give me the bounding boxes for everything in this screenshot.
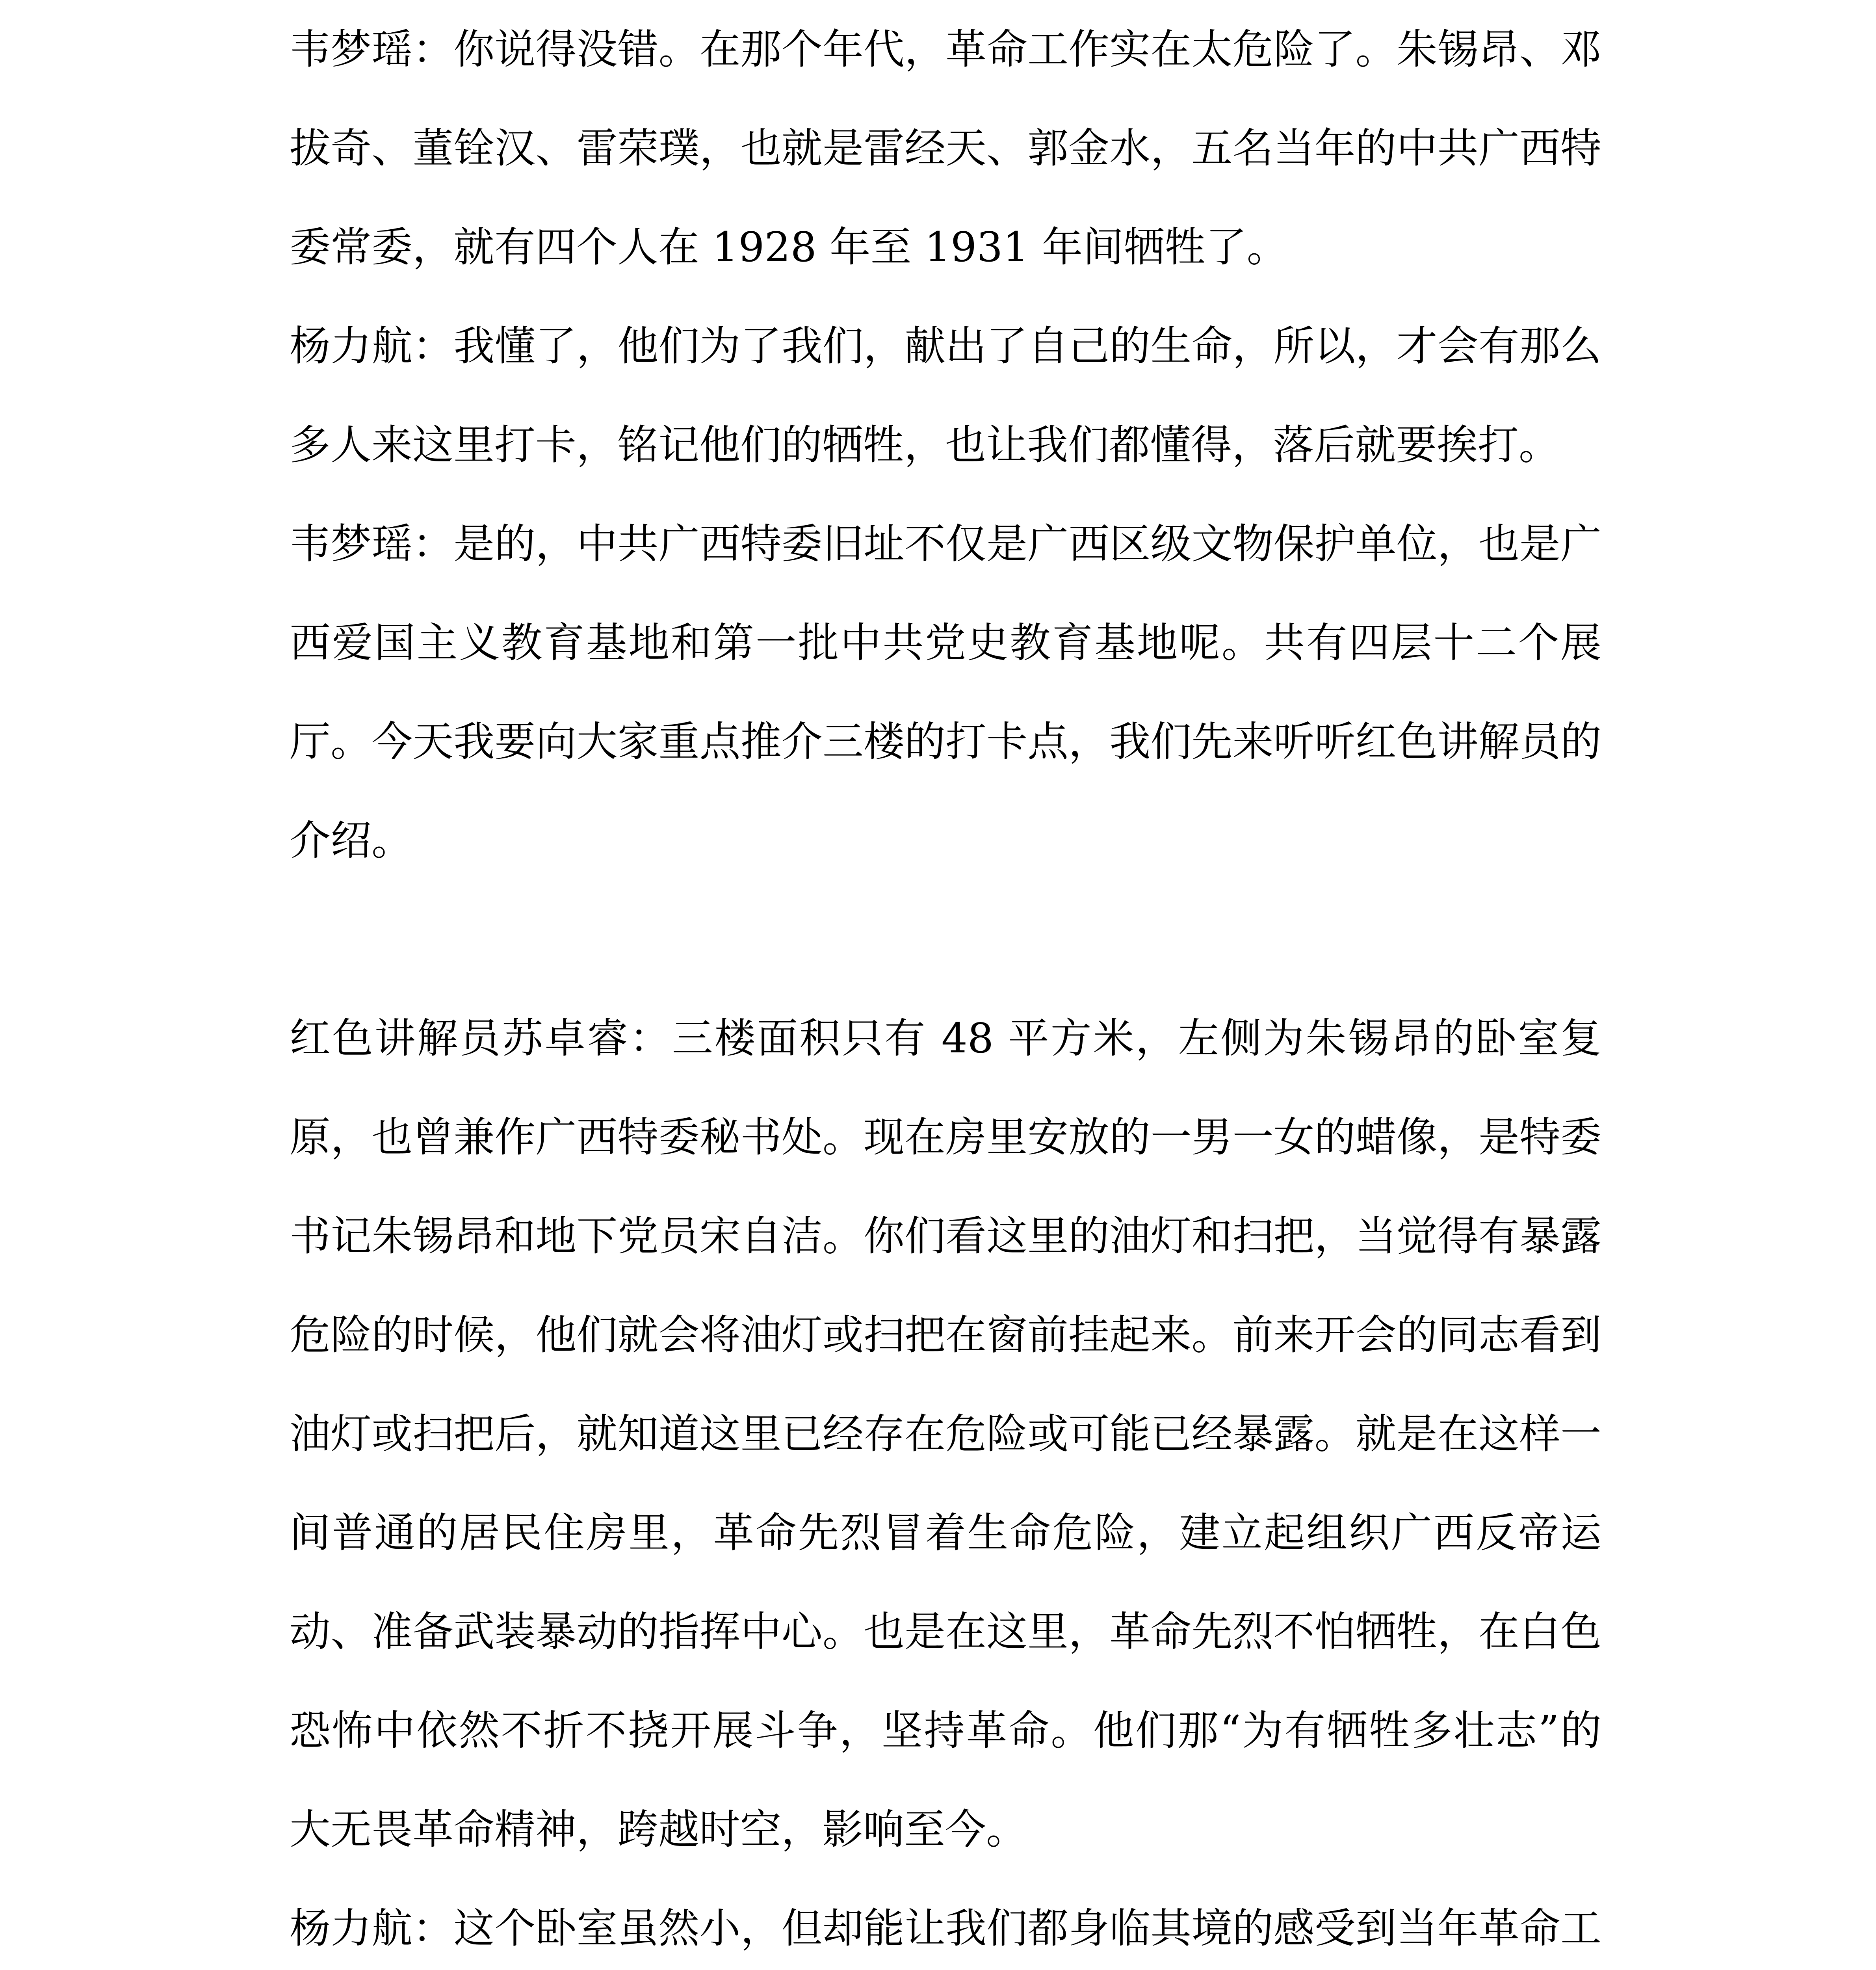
paragraph-spacer [290,890,1601,989]
paragraph-yanglihang-1: 杨力航：我懂了，他们为了我们，献出了自己的生命，所以，才会有那么多人来这里打卡，铭记他们的牺牲，也让我们都懂得，落后就要挨打。 [290,322,1601,469]
document-body [290,0,1601,1970]
paragraph-guide-suzhuorui: 红色讲解员苏卓睿：三楼面积只有 48 平方米，左侧为朱锡昂的卧室复原，也曾兼作广西特委秘书处。现在房里安放的一男一女的蜡像，是特委书记朱锡昂和地下党员宋自洁。你们看这里的油灯和扫把，当觉得有暴露危险的时候，他们就会将油灯或扫把在窗前挂起来。前来开会的同志看到油灯或扫把后，就知道这里已经存在危险或可能已经暴露。就是在这样一间普通的居民住房里，革命先烈冒着生命危险，建立起组织广西反帝运动、准备武装暴动的指挥中心。也是在这里，革命先烈不怕牺牲，在白色恐怖中依然不折不挠开展斗争，坚持革命。他们那“为有牺牲多壮志”的大无畏革命精神，跨越时空，影响至今。 [290,1014,1601,1853]
paragraph-weimengyao-1: 韦梦瑶：你说得没错。在那个年代，革命工作实在太危险了。朱锡昂、邓拔奇、董铨汉、雷荣璞，也就是雷经天、郭金水，五名当年的中共广西特委常委，就有四个人在 1928 年至 1931 年间牺牲了。 [290,25,1601,271]
paragraph-yanglihang-2: 杨力航：这个卧室虽然小，但却能让我们都身临其境的感受到当年革命工 [290,1904,1601,1952]
paragraph-weimengyao-2: 韦梦瑶：是的，中共广西特委旧址不仅是广西区级文物保护单位，也是广西爱国主义教育基地和第一批中共党史教育基地呢。共有四层十二个展厅。今天我要向大家重点推介三楼的打卡点，我们先来听听红色讲解员的介绍。 [290,520,1601,864]
